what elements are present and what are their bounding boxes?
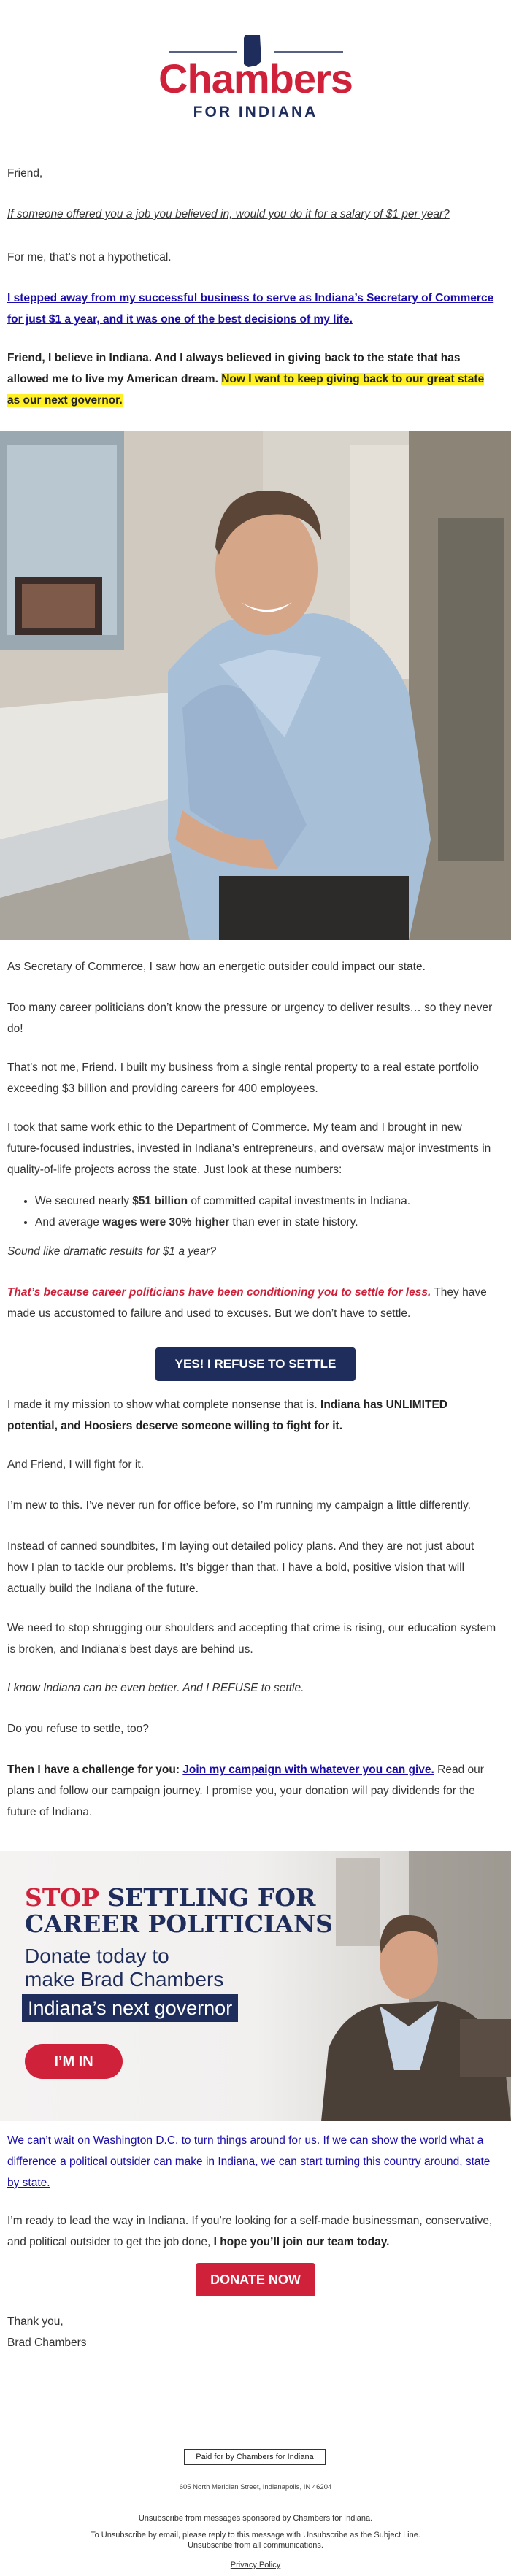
paid-for-box: Paid for by Chambers for Indiana	[184, 2449, 326, 2465]
fight-line: And Friend, I will fight for it.	[7, 1458, 144, 1471]
intro-question	[7, 204, 496, 225]
footer-unsubscribe-email: To Unsubscribe by email, please reply to this message with Unsubscribe as the Subject Line. Unsubscribe from all communications.	[91, 2531, 420, 2550]
business-paragraph: That’s not me, Friend. I built my business from a single rental property to a real estate portfolio exceeding $3 billion and providing careers for 400 employees.	[7, 1061, 479, 1095]
hypothetical-line: For me, that’s not a hypothetical.	[7, 251, 172, 264]
secretary-of-commerce-line: As Secretary of Commerce, I saw how an energetic outsider could impact our state.	[7, 961, 426, 973]
candidate-photo-illustration	[0, 431, 511, 940]
investment-figure: $51 billion	[132, 1195, 188, 1207]
secretary-link-paragraph	[7, 288, 496, 330]
dramatic-results-question: Sound like dramatic results for $1 a year?	[7, 1245, 217, 1258]
join-campaign-link[interactable]: Join my campaign with whatever you can give.	[182, 1764, 434, 1776]
intro-question-text: If someone offered you a job you believed in, would you do it for a salary of $1 per year?	[7, 208, 450, 220]
work-ethic-paragraph: I took that same work ethic to the Department of Commerce. My team and I brought in new future-focused industries, invested in Indiana’s entrepreneurs, and oversaw major investments in quality-of-life projects across the state. Just look at these numbers:	[7, 1121, 491, 1176]
logo-wordmark: Chambers	[158, 55, 353, 101]
unlimited-potential-text: Indiana has UNLIMITED potential, and Hoosiers deserve someone willing to fight for it.	[7, 1399, 447, 1432]
logo-tagline: FOR INDIANA	[193, 104, 318, 120]
career-politicians-paragraph: Too many career politicians don’t know the pressure or urgency to deliver results… so they never do!	[7, 1001, 493, 1035]
donate-banner[interactable]	[0, 1851, 511, 2121]
signoff-name: Brad Chambers	[7, 2337, 87, 2349]
refuse-to-settle-button[interactable]: YES! I REFUSE TO SETTLE	[155, 1347, 356, 1381]
refuse-question: Do you refuse to settle, too?	[7, 1723, 149, 1735]
footer-address: 605 North Meridian Street, Indianapolis, IN 46204	[179, 2483, 332, 2491]
join-team-text: I hope you’ll join our team today.	[213, 2236, 390, 2248]
secretary-link[interactable]: I stepped away from my successful business to serve as Indiana’s Secretary of Commerce for just $1 a year, and it was one of the best decisions of my life.	[7, 292, 494, 326]
mission-paragraph: I made it my mission to show what complete nonsense that is. Indiana has UNLIMITED potential, and Hoosiers deserve someone willing to fight for it.	[7, 1399, 447, 1432]
settle-red-text: That’s because career politicians have been conditioning you to settle for less.	[7, 1286, 431, 1299]
believe-text: Friend, I believe in Indiana. And I always believed in giving back to the state that has allowed me to live my American dream.	[7, 352, 461, 385]
new-to-this-line: I’m new to this. I’ve never run for office before, so I’m running my campaign a little differently.	[7, 1499, 471, 1512]
believe-paragraph	[7, 347, 496, 411]
list-item: • And average wages were 30% higher than ever in state history.	[35, 1212, 511, 1233]
refuse-line: I know Indiana can be even better. And I REFUSE to settle.	[7, 1682, 304, 1694]
lead-the-way-paragraph: I’m ready to lead the way in Indiana. If you’re looking for a self-made businessman, conservative, and political outsider to get the job done, I hope you’ll join our team today.	[7, 2215, 493, 2248]
signoff-thank-you: Thank you,	[7, 2315, 64, 2328]
candidate-photo	[0, 431, 511, 940]
wages-figure: wages were 30% higher	[102, 1216, 230, 1229]
banner-donate-text: Donate today to make Brad Chambers	[25, 1945, 224, 1991]
washington-link[interactable]: We can’t wait on Washington D.C. to turn things around for us. If we can show the world what a difference a political outsider can make in Indiana, we can start turning this country around, state by state.	[7, 2134, 491, 2189]
footer-unsubscribe-sponsored[interactable]: Unsubscribe from messages sponsored by Chambers for Indiana.	[138, 2514, 373, 2523]
washington-paragraph	[7, 2130, 496, 2194]
banner-governor-box: Indiana’s next governor	[22, 1994, 238, 2022]
list-item: • We secured nearly $51 billion of committed capital investments in Indiana.	[35, 1191, 511, 1212]
results-list	[7, 1191, 511, 1233]
settle-paragraph: That’s because career politicians have been conditioning you to settle for less. They have made us accustomed to failure and used to excuses. But we don’t have to settle.	[7, 1286, 487, 1320]
logo	[0, 28, 511, 123]
privacy-policy-link[interactable]: Privacy Policy	[230, 2561, 281, 2569]
im-in-button[interactable]: I’M IN	[25, 2044, 123, 2079]
policy-plans-paragraph: Instead of canned soundbites, I’m laying out detailed policy plans. And they are not just about how I plan to tackle our problems. It’s bigger than that. I have a bold, positive vision that will actually build the Indiana of the future.	[7, 1540, 474, 1595]
challenge-paragraph: Then I have a challenge for you: Join my campaign with whatever you can give. Read our plans and follow our campaign journey. I promise you, your donation will pay dividends for the future of Indiana.	[7, 1764, 484, 1818]
governor-highlight: Now I want to keep giving back to our great state as our next governor.	[7, 373, 485, 407]
donate-now-button[interactable]: DONATE NOW	[196, 2263, 315, 2296]
greeting: Friend,	[7, 167, 43, 180]
banner-headline: STOP SETTLING FOR CAREER POLITICIANS	[25, 1883, 334, 1938]
stop-shrugging-paragraph: We need to stop shrugging our shoulders and accepting that crime is rising, our education system is broken, and Indiana’s best days are behind us.	[7, 1622, 496, 1656]
banner-stop: STOP	[25, 1883, 99, 1912]
